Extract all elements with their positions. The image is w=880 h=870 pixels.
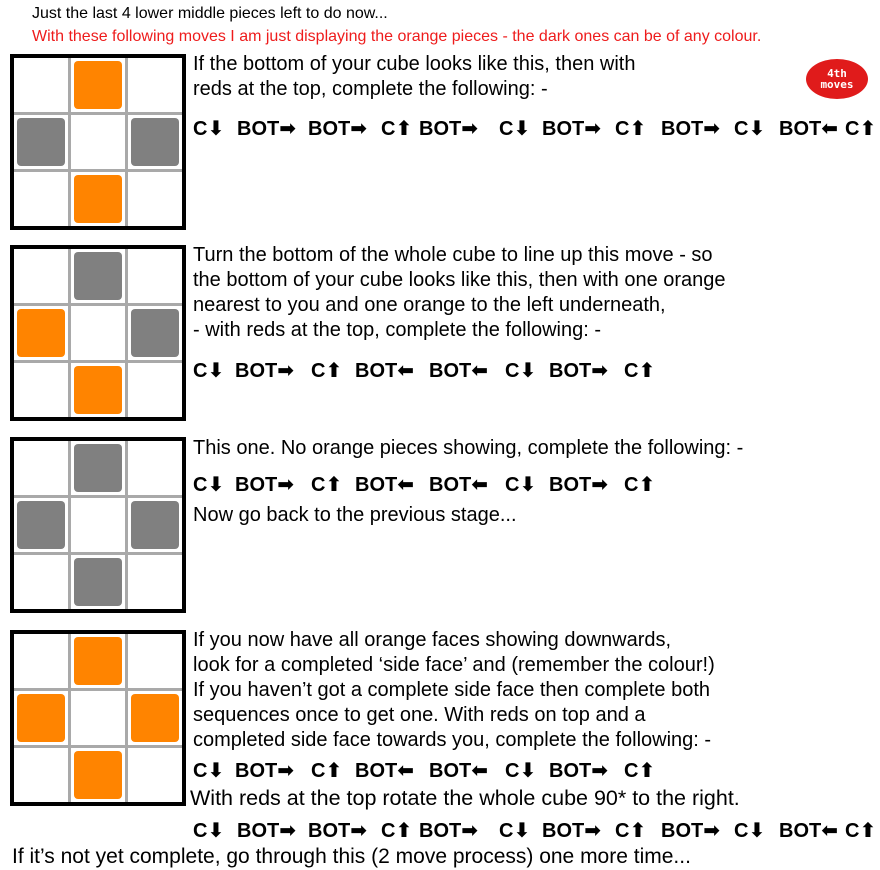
move-step: C⬇	[193, 820, 225, 842]
badge-line-1: 4th	[827, 67, 847, 80]
move-step: BOT➡	[661, 118, 720, 140]
dark-piece	[131, 501, 179, 549]
move-step: C⬇	[193, 360, 225, 382]
move-step: BOT➡	[549, 360, 608, 382]
badge-line-2: moves	[820, 78, 854, 91]
move-step: BOT➡	[542, 118, 601, 140]
grid-cell-left	[14, 115, 68, 169]
grid-cell-corner-tr	[128, 441, 182, 495]
move-step: BOT⬅	[355, 760, 414, 782]
grid-cell-bottom	[71, 363, 125, 417]
move-step: BOT⬅	[779, 820, 838, 842]
grid-cell-top	[71, 441, 125, 495]
move-sequence-1	[193, 116, 875, 141]
grid-cell-bottom	[71, 748, 125, 802]
move-step: BOT➡	[419, 820, 478, 842]
intro-line-1: Just the last 4 lower middle pieces left to do now...	[32, 5, 388, 22]
cube-diagram-2	[10, 245, 186, 421]
move-step: C⬇	[734, 118, 766, 140]
move-step: C⬇	[193, 474, 225, 496]
move-step: C⬇	[505, 474, 537, 496]
orange-piece	[74, 637, 122, 685]
grid-cell-center	[71, 306, 125, 360]
cube-diagram-4	[10, 630, 186, 806]
dark-piece	[131, 118, 179, 166]
grid-cell-corner-br	[128, 555, 182, 609]
move-step: C⬇	[193, 760, 225, 782]
move-sequence-3	[193, 472, 654, 497]
grid-cell-corner-br	[128, 748, 182, 802]
move-step: BOT⬅	[779, 118, 838, 140]
fourth-moves-badge	[806, 59, 868, 99]
orange-piece	[74, 61, 122, 109]
grid-cell-left	[14, 306, 68, 360]
grid-cell-corner-tr	[128, 58, 182, 112]
grid-cell-center	[71, 498, 125, 552]
move-sequence-5	[193, 818, 875, 843]
move-step: C⬇	[505, 360, 537, 382]
grid-cell-corner-tl	[14, 249, 68, 303]
move-step: C⬆	[845, 820, 877, 842]
orange-piece	[17, 309, 65, 357]
grid-cell-corner-br	[128, 363, 182, 417]
move-step: BOT➡	[308, 118, 367, 140]
move-step: BOT⬅	[429, 760, 488, 782]
orange-piece	[74, 366, 122, 414]
move-step: BOT➡	[542, 820, 601, 842]
grid-cell-left	[14, 498, 68, 552]
grid-cell-center	[71, 115, 125, 169]
move-step: BOT⬅	[355, 474, 414, 496]
grid-cell-corner-tl	[14, 58, 68, 112]
grid-cell-right	[128, 691, 182, 745]
move-step: BOT➡	[237, 118, 296, 140]
grid-cell-bottom	[71, 555, 125, 609]
cube-diagram-3	[10, 437, 186, 613]
grid-cell-corner-bl	[14, 748, 68, 802]
move-step: C⬆	[381, 820, 413, 842]
move-step: C⬆	[615, 820, 647, 842]
move-step: C⬆	[381, 118, 413, 140]
move-step: C⬇	[193, 118, 225, 140]
footer-note: If it’s not yet complete, go through this (2 move process) one more time...	[12, 845, 691, 868]
move-step: C⬆	[311, 360, 343, 382]
grid-cell-corner-tr	[128, 634, 182, 688]
move-step: C⬆	[624, 360, 656, 382]
cube-diagram-1	[10, 54, 186, 230]
grid-cell-corner-bl	[14, 363, 68, 417]
instruction-text-4: If you now have all orange faces showing downwards, look for a completed ‘side face’ and (remember the colour!) If you haven’t got a complete side face then complete both sequences once to get one. With reds on top and a completed side face towards you, complete the following: -	[193, 629, 715, 751]
instruction-after-4: With reds at the top rotate the whole cube 90* to the right.	[190, 786, 740, 810]
instruction-text-3: This one. No orange pieces showing, complete the following: -	[193, 437, 744, 459]
move-step: BOT➡	[235, 760, 294, 782]
move-sequence-2	[193, 358, 654, 383]
move-step: BOT➡	[308, 820, 367, 842]
grid-cell-corner-br	[128, 172, 182, 226]
intro-line-2: With these following moves I am just displaying the orange pieces - the dark ones can be of any colour.	[32, 28, 762, 45]
grid-cell-corner-bl	[14, 172, 68, 226]
grid-cell-center	[71, 691, 125, 745]
move-step: BOT⬅	[429, 474, 488, 496]
move-step: C⬇	[499, 118, 531, 140]
grid-cell-corner-tl	[14, 634, 68, 688]
grid-cell-top	[71, 634, 125, 688]
instruction-after-3: Now go back to the previous stage...	[193, 504, 517, 526]
grid-cell-corner-tl	[14, 441, 68, 495]
instruction-text-1: If the bottom of your cube looks like this, then with reds at the top, complete the following: -	[193, 53, 636, 100]
grid-cell-top	[71, 58, 125, 112]
orange-piece	[17, 694, 65, 742]
grid-cell-right	[128, 498, 182, 552]
grid-cell-corner-bl	[14, 555, 68, 609]
move-step: BOT➡	[235, 360, 294, 382]
move-step: C⬆	[311, 474, 343, 496]
orange-piece	[74, 751, 122, 799]
dark-piece	[17, 118, 65, 166]
dark-piece	[74, 444, 122, 492]
dark-piece	[74, 558, 122, 606]
grid-cell-right	[128, 115, 182, 169]
dark-piece	[131, 309, 179, 357]
move-step: C⬆	[845, 118, 877, 140]
move-step: C⬆	[311, 760, 343, 782]
move-step: C⬆	[615, 118, 647, 140]
grid-cell-top	[71, 249, 125, 303]
move-step: BOT⬅	[429, 360, 488, 382]
move-step: BOT➡	[549, 760, 608, 782]
move-step: C⬇	[734, 820, 766, 842]
move-step: BOT⬅	[355, 360, 414, 382]
move-step: BOT➡	[549, 474, 608, 496]
dark-piece	[17, 501, 65, 549]
move-step: C⬆	[624, 760, 656, 782]
move-step: BOT➡	[419, 118, 478, 140]
move-step: BOT➡	[235, 474, 294, 496]
move-step: C⬆	[624, 474, 656, 496]
move-step: BOT➡	[661, 820, 720, 842]
move-step: BOT➡	[237, 820, 296, 842]
dark-piece	[74, 252, 122, 300]
grid-cell-corner-tr	[128, 249, 182, 303]
move-step: C⬇	[505, 760, 537, 782]
grid-cell-bottom	[71, 172, 125, 226]
instruction-text-2: Turn the bottom of the whole cube to line up this move - so the bottom of your cube looks like this, then with one orange nearest to you and one orange to the left underneath, - with reds at the top, complete the following: -	[193, 244, 726, 341]
grid-cell-right	[128, 306, 182, 360]
orange-piece	[131, 694, 179, 742]
move-step: C⬇	[499, 820, 531, 842]
move-sequence-4	[193, 758, 654, 783]
grid-cell-left	[14, 691, 68, 745]
orange-piece	[74, 175, 122, 223]
